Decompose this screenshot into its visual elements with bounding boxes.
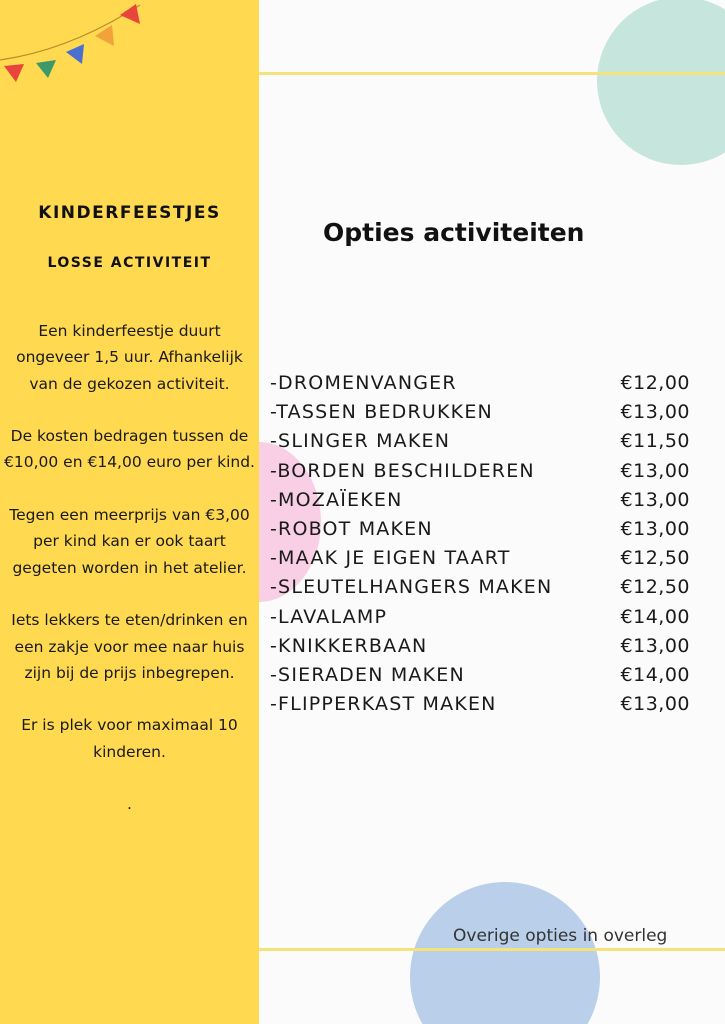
activity-row [270, 430, 690, 459]
activity-price: €13,00 [620, 517, 690, 540]
activity-name: -SIERADEN MAKEN [270, 663, 465, 686]
activity-price: €14,00 [620, 605, 690, 628]
main-panel [259, 0, 725, 1024]
activity-row [270, 547, 690, 576]
activity-name: -SLEUTELHANGERS MAKEN [270, 576, 553, 599]
activity-name: -ROBOT MAKEN [270, 517, 433, 540]
bunting-flag [36, 60, 56, 78]
sidebar-panel [0, 0, 259, 1024]
activity-price: €13,00 [620, 693, 690, 716]
activity-price: €13,00 [620, 459, 690, 482]
bunting-flag [4, 64, 24, 82]
activity-price: €11,50 [620, 430, 690, 453]
activity-row [270, 664, 690, 693]
sidebar-description [4, 318, 255, 844]
activity-row [270, 635, 690, 664]
paragraph-dot: . [127, 795, 132, 814]
activity-name: -TASSEN BEDRUKKEN [270, 401, 493, 424]
page-title: Opties activiteiten [323, 218, 585, 247]
paragraph-costs: De kosten bedragen tussen de €10,00 en €14,00 euro per kind. [4, 427, 255, 472]
activity-name: -MOZAÏEKEN [270, 488, 403, 511]
bunting-flag [95, 25, 114, 46]
activity-price: €13,00 [620, 634, 690, 657]
activity-name: -KNIKKERBAAN [270, 634, 428, 657]
decor-circle-blue [410, 882, 600, 1024]
paragraph-capacity: Er is plek voor maximaal 10 kinderen. [21, 716, 238, 761]
activity-name: -MAAK JE EIGEN TAART [270, 547, 511, 570]
activity-price: €14,00 [620, 663, 690, 686]
activity-row [270, 460, 690, 489]
sidebar-subtitle: LOSSE ACTIVITEIT [47, 255, 212, 271]
activity-name: -LAVALAMP [270, 605, 388, 628]
divider-bottom [259, 948, 725, 951]
activity-price: €12,00 [620, 372, 690, 394]
activity-price: €12,50 [620, 547, 690, 570]
activity-name: -DROMENVANGER [270, 372, 457, 394]
bunting-flag [66, 44, 84, 64]
activity-list [270, 372, 690, 722]
paragraph-duration: Een kinderfeestje duurt ongeveer 1,5 uur. Afhankelijk van de gekozen activiteit. [16, 322, 243, 393]
footer-note: Overige opties in overleg [453, 926, 668, 946]
activity-name: -BORDEN BESCHILDEREN [270, 459, 535, 482]
activity-row [270, 372, 690, 401]
activity-row [270, 693, 690, 722]
paragraph-cake: Tegen een meerprijs van €3,00 per kind kan er ook taart gegeten worden in het atelier. [9, 506, 250, 577]
bunting-decoration [0, 0, 160, 90]
activity-price: €12,50 [620, 576, 690, 599]
activity-row [270, 576, 690, 605]
sidebar-title: KINDERFEESTJES [38, 203, 221, 223]
activity-row [270, 606, 690, 635]
activity-name: -FLIPPERKAST MAKEN [270, 693, 497, 716]
activity-row [270, 489, 690, 518]
decor-circle-green [597, 0, 725, 165]
paragraph-included: Iets lekkers te eten/drinken en een zakje voor mee naar huis zijn bij de prijs inbegrepen. [11, 611, 248, 682]
activity-row [270, 518, 690, 547]
divider-top [259, 72, 725, 75]
activity-price: €13,00 [620, 488, 690, 511]
activity-row [270, 401, 690, 430]
activity-name: -SLINGER MAKEN [270, 430, 451, 453]
activity-price: €13,00 [620, 401, 690, 424]
